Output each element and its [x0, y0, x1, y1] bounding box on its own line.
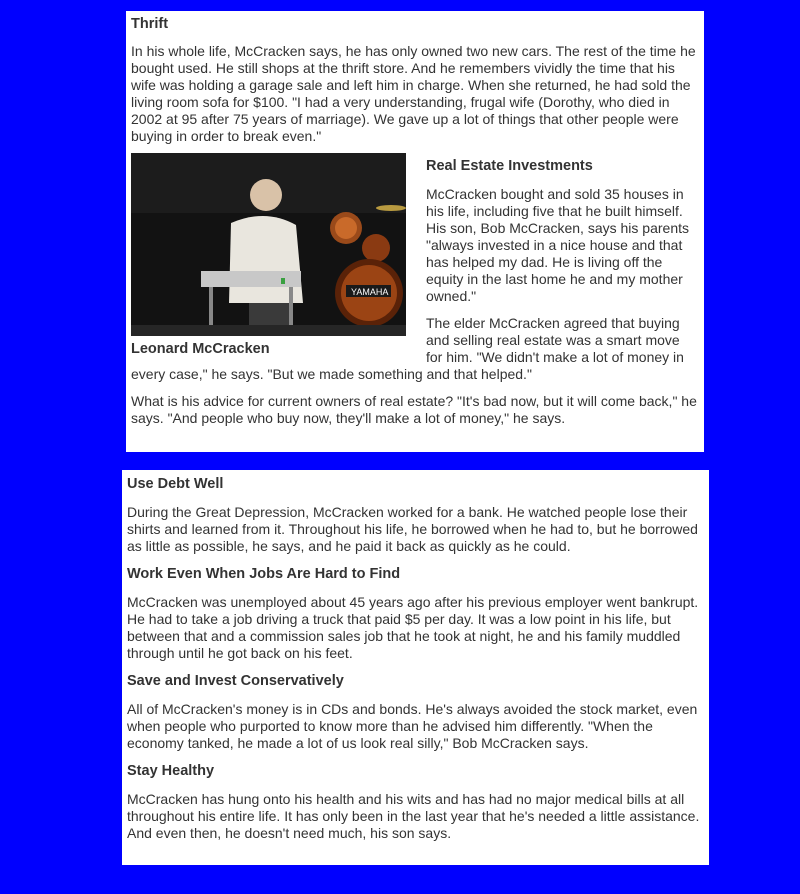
real-estate-heading: Real Estate Investments [426, 158, 593, 174]
thrift-paragraph: In his whole life, McCracken says, he has only owned two new cars. The rest of the time he bought used. He still shops at the thrift store. And he remembers vividly the time that his wife was holding a garage sale and left him in charge. When she returned, he had sold the living room sofa for $100. "I had a very understanding, frugal wife (Dorothy, who died in 2002 at 95 after 75 years of marriage). We gave up a lot of things that other people were buying in order to break even." [131, 43, 696, 144]
real-estate-paragraph-3: What is his advice for current owners of real estate? "It's bad now, but it will come back," he says. "And people who buy now, they'll make a lot of money," he says. [131, 393, 697, 426]
photo-caption: Leonard McCracken [131, 341, 270, 357]
save-paragraph: All of McCracken's money is in CDs and bonds. He's always avoided the stock market, even when people who purported to know more than he advised him differently. "When the economy tanked, he made a lot of us look real silly," Bob McCracken says. [127, 701, 698, 751]
health-paragraph: McCracken has hung onto his health and his wits and has had no major medical bills at all throughout his entire life. It has only been in the last year that he's needed a little assistance. And even then, he doesn't need much, his son says. [127, 791, 700, 841]
real-estate-paragraph-2: The elder McCracken agreed that buying and selling real estate was a smart move for him. "We didn't make a lot of money in every case," he says. "But we made something and that helped." [131, 315, 684, 382]
real-estate-paragraph-1: McCracken bought and sold 35 houses in his life, including five that he built himself. His son, Bob McCracken, says his parents "always invested in a nice house and that has helped my dad. He is living off the equity in the last home he and my mother owned." [426, 186, 689, 304]
debt-paragraph: During the Great Depression, McCracken worked for a bank. He watched people lose their shirts and learned from it. Throughout his life, he borrowed when he had to, but he borrowed as little as possible, he says, and he paid it back as quickly as he could. [127, 504, 698, 554]
work-paragraph: McCracken was unemployed about 45 years ago after his previous employer went bankrupt. He had to take a job driving a truck that paid $5 per day. It was a low point in his life, but between that and a commission sales job that he took at night, he and his family muddled through until he got back on his feet. [127, 594, 699, 661]
drum-brand-label: YAMAHA [351, 287, 389, 297]
work-heading: Work Even When Jobs Are Hard to Find [127, 566, 401, 582]
article-panel-bottom [122, 470, 709, 865]
article-panel-top [126, 11, 704, 452]
save-heading: Save and Invest Conservatively [127, 673, 344, 689]
thrift-heading: Thrift [131, 16, 169, 32]
photo-figure [131, 153, 408, 359]
debt-heading: Use Debt Well [127, 476, 224, 492]
health-heading: Stay Healthy [127, 763, 215, 779]
musician-photo [131, 153, 406, 336]
